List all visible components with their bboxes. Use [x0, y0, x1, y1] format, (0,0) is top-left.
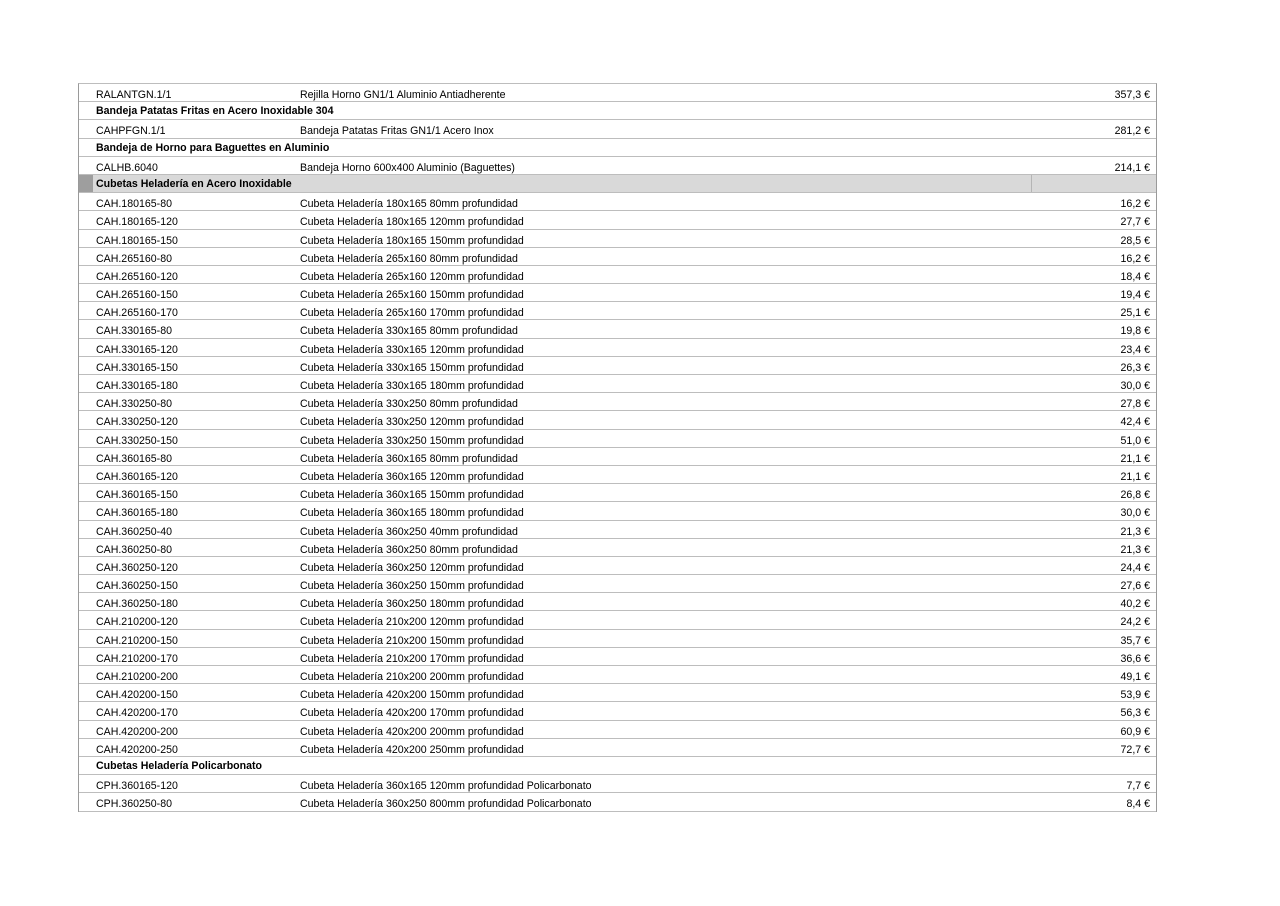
product-price: 21,1 € [1120, 470, 1150, 483]
product-row [79, 666, 1156, 684]
product-price: 214,1 € [1114, 161, 1150, 174]
product-row [79, 575, 1156, 593]
product-price: 27,8 € [1120, 398, 1150, 411]
product-code: CPH.360250-80 [96, 798, 172, 811]
product-row [79, 593, 1156, 611]
product-code: CAH.210200-170 [96, 652, 178, 665]
product-price: 23,4 € [1120, 343, 1150, 356]
product-code: CAH.265160-120 [96, 270, 178, 283]
product-description: Cubeta Heladería 180x165 150mm profundidad [300, 234, 524, 247]
product-row [79, 266, 1156, 284]
product-description: Cubeta Heladería 265x160 80mm profundidad [300, 252, 518, 265]
product-code: CAHPFGN.1/1 [96, 125, 166, 138]
product-description: Cubeta Heladería 210x200 170mm profundidad [300, 652, 524, 665]
product-code: CAH.330165-150 [96, 361, 178, 374]
product-code: CAH.360250-80 [96, 543, 172, 556]
product-price: 27,7 € [1120, 216, 1150, 229]
product-row [79, 211, 1156, 229]
product-code: CAH.210200-150 [96, 634, 178, 647]
product-description: Cubeta Heladería 330x165 150mm profundidad [300, 361, 524, 374]
section-title: Bandeja Patatas Fritas en Acero Inoxidable 304 [96, 105, 334, 118]
product-description: Cubeta Heladería 360x165 120mm profundidad Policarbonato [300, 780, 592, 793]
product-description: Cubeta Heladería 360x250 180mm profundidad [300, 598, 524, 611]
product-row [79, 230, 1156, 248]
product-code: CAH.360165-80 [96, 452, 172, 465]
product-code: RALANTGN.1/1 [96, 89, 172, 101]
product-price: 18,4 € [1120, 270, 1150, 283]
product-code: CAH.360250-120 [96, 561, 178, 574]
product-row [79, 248, 1156, 266]
product-row [79, 193, 1156, 211]
product-description: Cubeta Heladería 210x200 150mm profundidad [300, 634, 524, 647]
price-list-table [78, 83, 1157, 812]
product-description: Cubeta Heladería 265x160 120mm profundidad [300, 270, 524, 283]
product-row [79, 775, 1156, 793]
product-row [79, 466, 1156, 484]
product-price: 49,1 € [1120, 671, 1150, 683]
product-code: CAH.210200-120 [96, 616, 178, 629]
product-code: CAH.330250-150 [96, 434, 178, 447]
product-description: Cubeta Heladería 360x165 120mm profundidad [300, 470, 524, 483]
product-code: CAH.330250-80 [96, 398, 172, 411]
product-description: Cubeta Heladería 360x250 80mm profundidad [300, 543, 518, 556]
product-row [79, 339, 1156, 357]
product-price: 72,7 € [1120, 743, 1150, 756]
product-code: CAH.265160-150 [96, 289, 178, 302]
product-description: Cubeta Heladería 360x165 180mm profundidad [300, 507, 524, 520]
product-code: CAH.360165-150 [96, 489, 178, 502]
product-price: 51,0 € [1120, 434, 1150, 447]
product-price: 27,6 € [1120, 580, 1150, 593]
product-description: Cubeta Heladería 330x250 80mm profundidad [300, 398, 518, 411]
product-row [79, 320, 1156, 338]
product-price: 357,3 € [1114, 89, 1150, 101]
product-code: CAH.330165-120 [96, 343, 178, 356]
product-row [79, 357, 1156, 375]
product-price: 26,3 € [1120, 361, 1150, 374]
product-price: 7,7 € [1126, 780, 1150, 793]
product-row [79, 411, 1156, 429]
product-description: Cubeta Heladería 210x200 200mm profundidad [300, 671, 524, 683]
section-header-row [79, 175, 1156, 193]
product-description: Cubeta Heladería 265x160 150mm profundidad [300, 289, 524, 302]
product-price: 24,4 € [1120, 561, 1150, 574]
product-row [79, 739, 1156, 757]
product-code: CAH.420200-250 [96, 743, 178, 756]
product-row [79, 284, 1156, 302]
product-description: Cubeta Heladería 360x165 150mm profundidad [300, 489, 524, 502]
product-description: Cubeta Heladería 360x250 800mm profundidad Policarbonato [300, 798, 592, 811]
product-row [79, 484, 1156, 502]
product-code: CAH.180165-120 [96, 216, 178, 229]
product-row [79, 502, 1156, 520]
product-description: Bandeja Patatas Fritas GN1/1 Acero Inox [300, 125, 494, 138]
product-code: CPH.360165-120 [96, 780, 178, 793]
product-description: Cubeta Heladería 360x250 150mm profundidad [300, 580, 524, 593]
product-row [79, 611, 1156, 629]
product-price: 30,0 € [1120, 380, 1150, 392]
product-row [79, 702, 1156, 720]
product-description: Cubeta Heladería 420x200 250mm profundidad [300, 743, 524, 756]
product-row [79, 539, 1156, 557]
product-code: CAH.360165-120 [96, 470, 178, 483]
product-description: Cubeta Heladería 360x250 40mm profundidad [300, 525, 518, 538]
product-description: Cubeta Heladería 420x200 150mm profundidad [300, 689, 524, 702]
product-description: Rejilla Horno GN1/1 Aluminio Antiadherente [300, 89, 506, 101]
product-price: 281,2 € [1114, 125, 1150, 138]
product-code: CAH.360250-150 [96, 580, 178, 593]
product-price: 21,3 € [1120, 525, 1150, 538]
product-code: CAH.265160-170 [96, 307, 178, 320]
product-code: CAH.330165-180 [96, 380, 178, 392]
product-price: 28,5 € [1120, 234, 1150, 247]
product-description: Cubeta Heladería 420x200 200mm profundidad [300, 725, 524, 738]
product-price: 21,1 € [1120, 452, 1150, 465]
product-row [79, 521, 1156, 539]
product-row [79, 84, 1156, 102]
product-row [79, 648, 1156, 666]
product-description: Cubeta Heladería 180x165 120mm profundidad [300, 216, 524, 229]
product-description: Cubeta Heladería 420x200 170mm profundidad [300, 707, 524, 720]
product-code: CAH.420200-200 [96, 725, 178, 738]
product-price: 42,4 € [1120, 416, 1150, 429]
product-price: 8,4 € [1126, 798, 1150, 811]
product-code: CAH.180165-150 [96, 234, 178, 247]
product-row [79, 157, 1156, 175]
product-row [79, 120, 1156, 138]
product-code: CAH.330250-120 [96, 416, 178, 429]
product-code: CAH.420200-170 [96, 707, 178, 720]
product-row [79, 630, 1156, 648]
product-price: 35,7 € [1120, 634, 1150, 647]
product-description: Cubeta Heladería 210x200 120mm profundidad [300, 616, 524, 629]
product-row [79, 375, 1156, 393]
section-title: Cubetas Heladería en Acero Inoxidable [96, 177, 292, 190]
product-code: CAH.330165-80 [96, 325, 172, 338]
product-price: 16,2 € [1120, 198, 1150, 211]
product-description: Cubeta Heladería 360x165 80mm profundidad [300, 452, 518, 465]
section-title: Bandeja de Horno para Baguettes en Aluminio [96, 141, 330, 154]
product-price: 26,8 € [1120, 489, 1150, 502]
product-description: Cubeta Heladería 330x165 120mm profundidad [300, 343, 524, 356]
product-code: CAH.210200-200 [96, 671, 178, 683]
product-description: Cubeta Heladería 330x165 80mm profundidad [300, 325, 518, 338]
product-price: 40,2 € [1120, 598, 1150, 611]
product-price: 36,6 € [1120, 652, 1150, 665]
product-description: Cubeta Heladería 360x250 120mm profundidad [300, 561, 524, 574]
product-row [79, 793, 1156, 811]
product-row [79, 393, 1156, 411]
section-header-row [79, 757, 1156, 775]
product-price: 19,8 € [1120, 325, 1150, 338]
product-description: Cubeta Heladería 330x165 180mm profundidad [300, 380, 524, 392]
product-row [79, 430, 1156, 448]
product-description: Cubeta Heladería 330x250 120mm profundidad [300, 416, 524, 429]
product-price: 53,9 € [1120, 689, 1150, 702]
product-description: Cubeta Heladería 265x160 170mm profundidad [300, 307, 524, 320]
product-price: 25,1 € [1120, 307, 1150, 320]
product-row [79, 684, 1156, 702]
product-code: CAH.420200-150 [96, 689, 178, 702]
section-header-row [79, 102, 1156, 120]
product-row [79, 557, 1156, 575]
product-description: Cubeta Heladería 330x250 150mm profundidad [300, 434, 524, 447]
product-description: Cubeta Heladería 180x165 80mm profundidad [300, 198, 518, 211]
product-description: Bandeja Horno 600x400 Aluminio (Baguettes) [300, 161, 515, 174]
product-code: CAH.360165-180 [96, 507, 178, 520]
section-header-row [79, 139, 1156, 157]
product-price: 24,2 € [1120, 616, 1150, 629]
product-code: CAH.265160-80 [96, 252, 172, 265]
product-code: CAH.360250-40 [96, 525, 172, 538]
product-price: 60,9 € [1120, 725, 1150, 738]
product-row [79, 448, 1156, 466]
product-price: 30,0 € [1120, 507, 1150, 520]
product-code: CAH.360250-180 [96, 598, 178, 611]
product-price: 16,2 € [1120, 252, 1150, 265]
product-price: 21,3 € [1120, 543, 1150, 556]
product-price: 56,3 € [1120, 707, 1150, 720]
product-row [79, 302, 1156, 320]
section-title: Cubetas Heladería Policarbonato [96, 759, 263, 772]
product-code: CAH.180165-80 [96, 198, 172, 211]
product-price: 19,4 € [1120, 289, 1150, 302]
product-code: CALHB.6040 [96, 161, 158, 174]
product-row [79, 721, 1156, 739]
